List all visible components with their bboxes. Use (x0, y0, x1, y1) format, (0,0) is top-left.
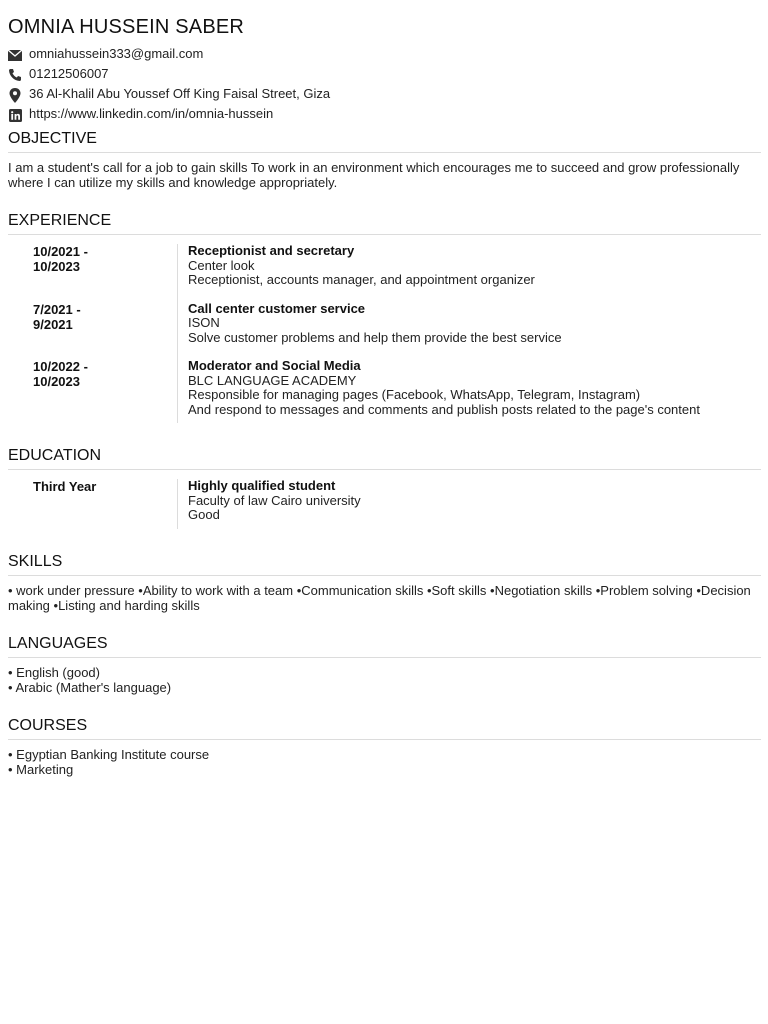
job-description: Solve customer problems and help them provide the best service (188, 329, 562, 345)
experience-details (177, 244, 535, 302)
list-item: • Arabic (Mather's language) (8, 680, 172, 695)
linkedin-url[interactable]: https://www.linkedin.com/in/omnia-hussein (29, 105, 274, 121)
address-text: 36 Al-Khalil Abu Youssef Off King Faisal Street, Giza (29, 85, 331, 101)
job-description: Receptionist, accounts manager, and appointment organizer (188, 272, 535, 287)
employer: BLC LANGUAGE ACADEMY (188, 372, 357, 388)
grade: Good (188, 507, 220, 522)
experience-details (177, 302, 562, 360)
contact-phone (8, 63, 330, 83)
phone-text: 01212506007 (29, 65, 109, 81)
contact-info (8, 43, 330, 123)
degree-title: Highly qualified student (188, 478, 336, 493)
experience-entry (8, 244, 761, 302)
email-text[interactable]: omniahussein333@gmail.com (29, 45, 204, 61)
job-title: Receptionist and secretary (188, 243, 355, 258)
education-details (177, 479, 361, 529)
list-item: • English (good) (8, 665, 100, 680)
objective-heading: OBJECTIVE (8, 128, 761, 153)
job-description: Responsible for managing pages (Facebook, WhatsApp, Telegram, Instagram) (188, 387, 641, 402)
education-date: Third Year (33, 479, 97, 494)
languages-list (8, 665, 761, 695)
skills-heading: SKILLS (8, 551, 761, 576)
skills-text: • work under pressure •Ability to work with a team •Communication skills •Soft skills •Negotiation skills •Problem solving •Decision making •Listing and harding skills (8, 583, 751, 613)
list-item: • Egyptian Banking Institute course (8, 747, 210, 762)
experience-date: 7/2021 - 9/2021 (33, 301, 81, 332)
courses-list (8, 747, 761, 777)
experience-date: 10/2022 - 10/2023 (33, 359, 88, 389)
courses-heading: COURSES (8, 715, 761, 740)
experience-date: 10/2021 - 10/2023 (33, 244, 88, 274)
list-item: • Marketing (8, 762, 74, 777)
experience-entry (8, 302, 761, 360)
envelope-icon (8, 48, 22, 62)
linkedin-icon (8, 108, 22, 122)
education-entry (8, 479, 761, 529)
job-title: Call center customer service (188, 300, 366, 316)
courses-section (8, 715, 761, 777)
phone-icon (8, 68, 22, 82)
institution: Faculty of law Cairo university (188, 492, 361, 508)
education-section (8, 445, 761, 529)
contact-email (8, 43, 330, 63)
employer: Center look (188, 257, 255, 273)
experience-section (8, 210, 761, 423)
contact-linkedin (8, 103, 330, 123)
objective-section (8, 128, 761, 190)
job-description: And respond to messages and comments and publish posts related to the page's content (188, 401, 700, 417)
experience-list (8, 244, 761, 423)
education-list (8, 479, 761, 529)
experience-entry (8, 359, 761, 423)
candidate-name: OMNIA HUSSEIN SABER (8, 16, 245, 38)
languages-section (8, 633, 761, 695)
employer: ISON (188, 315, 220, 330)
education-heading: EDUCATION (8, 445, 761, 470)
objective-text: I am a student's call for a job to gain skills To work in an environment which encourages me to succeed and grow professionally where I can utilize my skills and knowledge appropriately. (8, 160, 740, 190)
experience-heading: EXPERIENCE (8, 210, 761, 235)
location-pin-icon (8, 88, 22, 102)
languages-heading: LANGUAGES (8, 633, 761, 658)
skills-section (8, 551, 761, 613)
contact-address (8, 83, 330, 103)
job-title: Moderator and Social Media (188, 358, 361, 373)
experience-details (177, 359, 700, 423)
